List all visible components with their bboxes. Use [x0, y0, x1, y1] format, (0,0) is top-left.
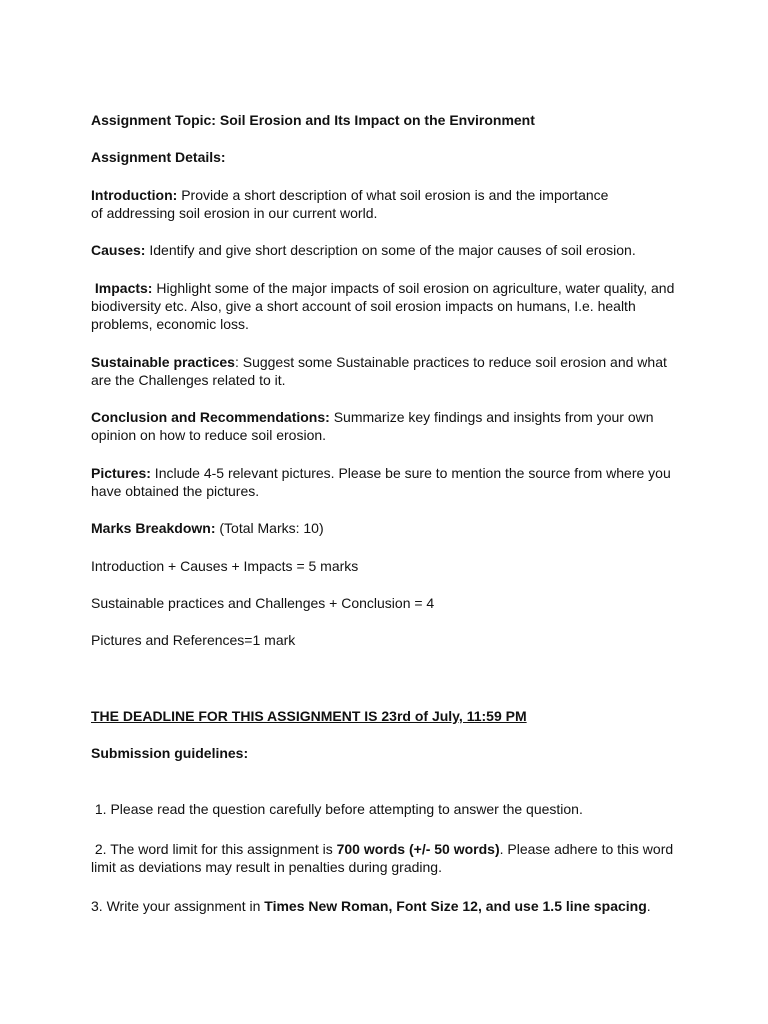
guideline-item-3-rest: .	[646, 898, 651, 914]
causes-label: Causes:	[91, 242, 146, 258]
impacts-label: Impacts:	[91, 280, 153, 296]
introduction-paragraph	[91, 186, 681, 222]
introduction-label: Introduction:	[91, 187, 178, 203]
marks-line-3: Pictures and References=1 mark	[91, 632, 296, 648]
introduction-text: Provide a short description of what soil erosion is and the importance	[177, 187, 609, 203]
sustainable-practices-paragraph	[91, 353, 681, 389]
causes-text: Identify and give short description on some of the major causes of soil erosion.	[145, 242, 636, 258]
causes-paragraph	[91, 241, 681, 259]
guideline-item-2-text: 2. The word limit for this assignment is	[91, 841, 337, 857]
marks-breakdown	[91, 519, 681, 537]
impacts-text: Highlight some of the major impacts of soil erosion on agriculture, water quality, and biodiversity etc. Also, give a short account of soil erosion impacts on humans, I.e. health problems, economic loss.	[91, 280, 675, 332]
conclusion-paragraph	[91, 408, 681, 444]
formatting-requirements: Times New Roman, Font Size 12, and use 1.5 line spacing	[264, 898, 647, 914]
assignment-details-heading: Assignment Details:	[91, 149, 226, 165]
guideline-item-2	[91, 840, 681, 876]
conclusion-label: Conclusion and Recommendations:	[91, 409, 330, 425]
marks-line-2: Sustainable practices and Challenges + Conclusion = 4	[91, 595, 435, 611]
assignment-topic: Assignment Topic: Soil Erosion and Its Impact on the Environment	[91, 112, 535, 128]
guideline-item-1: 1. Please read the question carefully before attempting to answer the question.	[91, 801, 583, 817]
pictures-label: Pictures:	[91, 465, 151, 481]
marks-breakdown-label: Marks Breakdown:	[91, 520, 216, 536]
impacts-paragraph	[91, 279, 681, 333]
guideline-item-3	[91, 897, 681, 915]
guideline-item-3-text: 3. Write your assignment in	[91, 898, 265, 914]
sustainable-practices-text: : Suggest some Sustainable practices to reduce soil erosion and what are the Challenges related to it.	[91, 354, 667, 388]
introduction-text-continued: of addressing soil erosion in our current world.	[91, 205, 378, 221]
word-limit: 700 words (+/- 50 words)	[336, 841, 500, 857]
guideline-item-2-rest: . Please adhere to this word limit as deviations may result in penalties during grading.	[91, 841, 678, 875]
marks-total: (Total Marks: 10)	[215, 520, 324, 536]
conclusion-text: Summarize key findings and insights from your own opinion on how to reduce soil erosion.	[91, 409, 654, 443]
pictures-text: Include 4-5 relevant pictures. Please be sure to mention the source from where you have obtained the pictures.	[91, 465, 671, 499]
marks-line-1: Introduction + Causes + Impacts = 5 marks	[91, 558, 359, 574]
sustainable-practices-label: Sustainable practices	[91, 354, 235, 370]
pictures-paragraph	[91, 464, 681, 500]
deadline-notice: THE DEADLINE FOR THIS ASSIGNMENT IS 23rd of July, 11:59 PM	[91, 708, 527, 724]
submission-guidelines-heading: Submission guidelines:	[91, 745, 249, 761]
